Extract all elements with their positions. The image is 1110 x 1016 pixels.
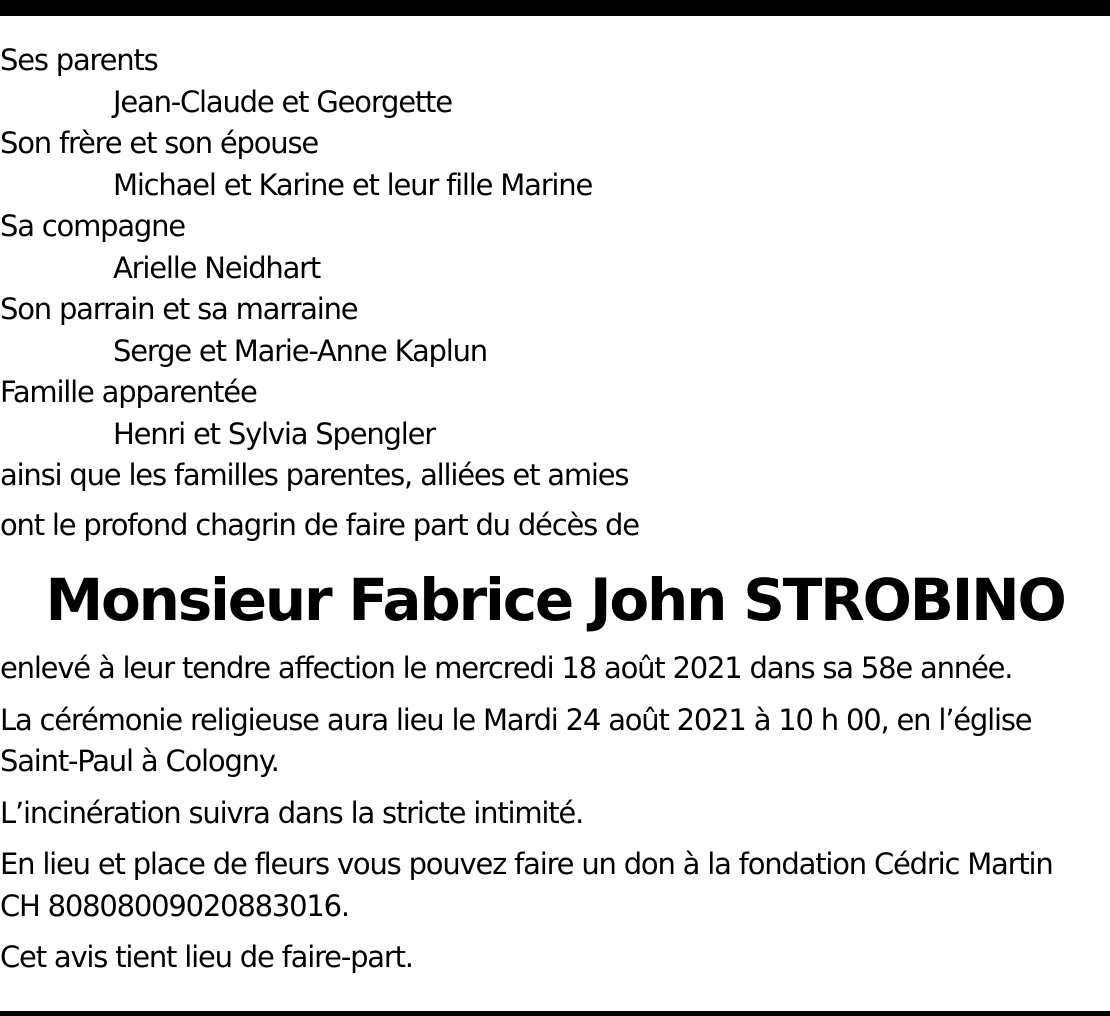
family-names: Serge et Marie-Anne Kaplun (113, 333, 487, 368)
announcement-line: ont le profond chagrin de faire part du décès de (0, 507, 639, 542)
paragraph-donation (0, 844, 1110, 927)
family-relation: Son parrain et sa marraine (0, 292, 358, 326)
family-relation: Famille apparentée (0, 375, 257, 409)
paragraph-line: CH 80808009020883016. (0, 888, 349, 923)
paragraph-line: Cet avis tient lieu de faire-part. (0, 940, 413, 974)
paragraph-closing (0, 937, 1110, 979)
top-border-rule (0, 0, 1110, 16)
paragraph-line: En lieu et place de fleurs vous pouvez faire un don à la fondation Cédric Martin (0, 847, 1053, 881)
family-names: Michael et Karine et leur fille Marine (113, 167, 593, 202)
family-list (0, 40, 1110, 497)
family-relation: Sa compagne (0, 209, 185, 243)
paragraph-line: enlevé à leur tendre affection le mercredi 18 août 2021 dans sa 58e année. (0, 651, 1013, 685)
paragraph-line: Saint-Paul à Cologny. (0, 744, 279, 778)
family-names: Henri et Sylvia Spengler (113, 416, 435, 451)
bottom-border-rule (0, 1011, 1110, 1016)
details (0, 648, 1110, 979)
family-names: Arielle Neidhart (113, 250, 321, 285)
paragraph-line: L’incinération suivra dans la stricte intimité. (0, 795, 584, 830)
family-relation: Ses parents (0, 43, 158, 77)
paragraph-passing (0, 648, 1110, 690)
family-names: Jean-Claude et Georgette (113, 84, 452, 119)
deceased-name: Monsieur Fabrice John STROBINO (45, 566, 1065, 634)
obituary-notice (0, 40, 1110, 989)
paragraph-line: La cérémonie religieuse aura lieu le Mardi 24 août 2021 à 10 h 00, en l’église (0, 702, 1032, 737)
family-relation: Son frère et son épouse (0, 126, 319, 160)
extended-family-line: ainsi que les familles parentes, alliées et amies (0, 458, 629, 492)
paragraph-ceremony (0, 700, 1110, 783)
paragraph-cremation (0, 793, 1110, 835)
